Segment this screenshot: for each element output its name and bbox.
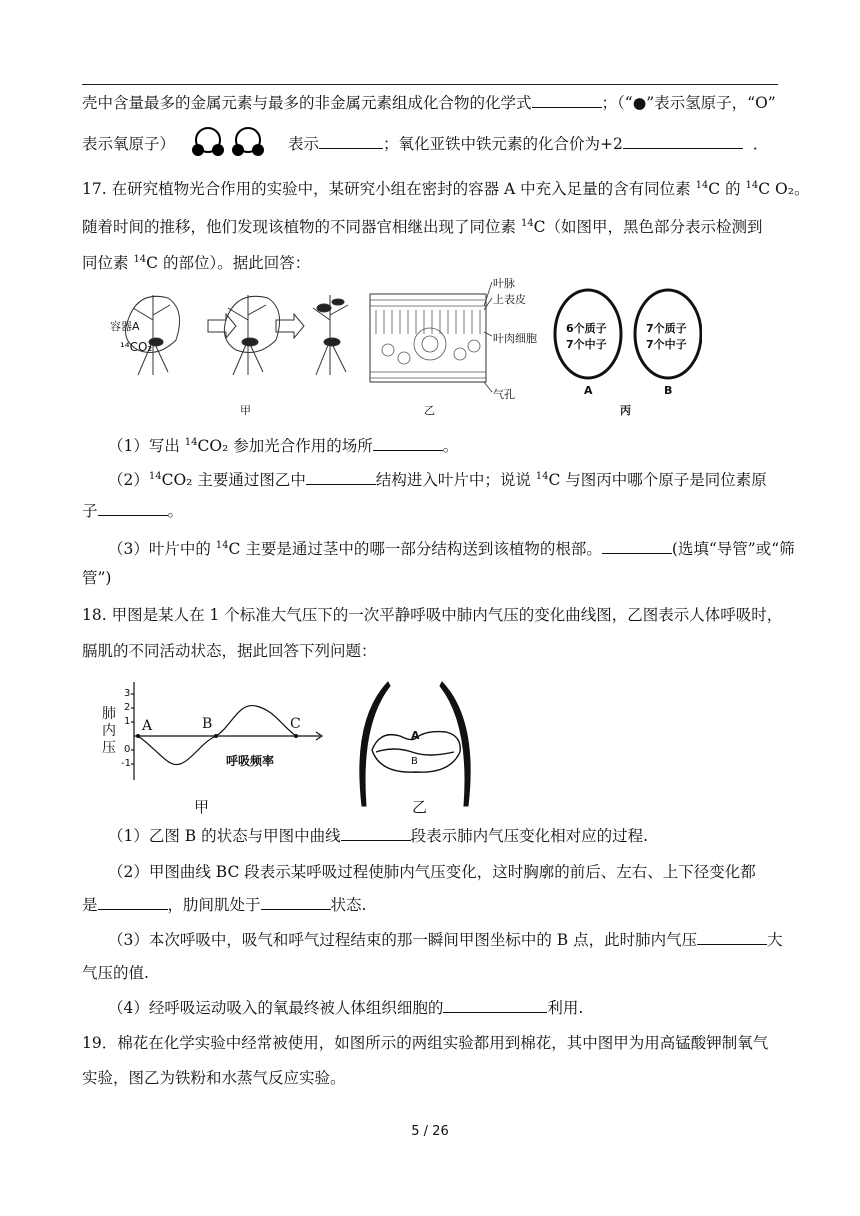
answer-blank[interactable] — [697, 930, 767, 945]
text: 管”) — [82, 569, 112, 587]
container-label: 容器A — [110, 320, 140, 333]
y-axis-label: 肺 内 压 — [102, 706, 116, 756]
atom-a-neutrons: 7个中子 — [566, 338, 607, 351]
text-line — [288, 134, 768, 154]
text: 17. 在研究植物光合作用的实验中，某研究小组在密封的容器 A 中充入足量的含有同位素 — [82, 180, 696, 199]
text: 壳中含量最多的金属元素与最多的非金属元素组成化合物的化学式 — [82, 94, 532, 112]
answer-blank[interactable] — [98, 501, 168, 516]
diaphragm-label: B — [411, 756, 418, 767]
y-tick: 2 — [124, 702, 131, 713]
sup: 14 — [133, 254, 147, 265]
y-tick: -1 — [121, 758, 131, 769]
atom-a-protons: 6个质子 — [566, 322, 607, 335]
text: （2）甲图曲线 BC 段表示某呼吸过程使肺内气压变化，这时胸廓的前后、左右、上下径变化都 — [108, 863, 756, 881]
sup: 14 — [520, 218, 534, 229]
question-18 — [82, 605, 782, 625]
text: (选填“导管”或“筛 — [671, 540, 795, 559]
text: （1）乙图 B 的状态与甲图中曲线 — [108, 827, 341, 845]
text: 利用. — [547, 999, 584, 1017]
text: ；氧化亚铁中铁元素的化合价为+2 — [383, 135, 623, 153]
answer-blank[interactable] — [602, 539, 672, 554]
y-tick: 0 — [124, 744, 131, 755]
text-line — [82, 568, 111, 588]
leaf-label: 上表皮 — [493, 293, 526, 306]
text: 结构进入叶片中；说说 — [375, 471, 536, 490]
text: 表示氧原子） — [82, 135, 176, 153]
question-19 — [82, 1033, 768, 1053]
text: （2） — [108, 471, 149, 490]
figure-caption: 乙 — [412, 798, 428, 816]
text-line — [82, 963, 149, 983]
sup: 14 — [148, 471, 162, 482]
answer-blank[interactable] — [341, 826, 411, 841]
atom-b-label: B — [664, 384, 673, 397]
question-17-2 — [108, 467, 767, 490]
text: C 的部位）。据此回答： — [146, 254, 311, 273]
text: C O₂。 — [758, 180, 810, 199]
text: （1）写出 — [108, 437, 185, 456]
atom-b-neutrons: 7个中子 — [646, 338, 687, 351]
sup: 14 — [215, 540, 229, 551]
question-17-3 — [108, 536, 795, 559]
point-label: A — [142, 718, 153, 734]
question-18-3 — [108, 930, 783, 950]
leaf-label: 气孔 — [493, 388, 515, 401]
answer-blank[interactable] — [443, 998, 547, 1013]
text: 表示 — [288, 135, 320, 153]
figure-caption: 乙 — [424, 404, 435, 417]
text: ，肋间肌处于 — [167, 896, 261, 914]
x-axis-label: 呼吸频率 — [226, 754, 275, 768]
y-tick: 1 — [124, 716, 131, 727]
text-line — [82, 501, 183, 521]
text: C 与图丙中哪个原子是同位素原 — [548, 471, 767, 490]
question-18-1 — [108, 826, 648, 846]
co2-label: ¹⁴CO₂ — [120, 340, 153, 354]
text-line — [82, 250, 310, 273]
sup: 14 — [695, 180, 709, 191]
text: 。 — [167, 502, 184, 520]
answer-blank[interactable] — [532, 93, 602, 108]
text: ；（“●”表示氢原子，“O” — [601, 94, 776, 112]
text-line — [82, 93, 776, 113]
leaf-cross-section-icon — [368, 288, 488, 388]
leaf-label: 叶肉细胞 — [493, 332, 537, 345]
question-18-4 — [108, 998, 583, 1018]
text: （3）叶片中的 — [108, 540, 216, 559]
atom-a-label: A — [584, 384, 593, 397]
text: 实验，图乙为铁粉和水蒸气反应实验。 — [82, 1069, 346, 1087]
text: 19．棉花在化学实验中经常被使用，如图所示的两组实验都用到棉花，其中图甲为用高锰酸钾制氧气 — [82, 1034, 769, 1052]
text: C 主要是通过茎中的哪一部分结构送到该植物的根部。 — [228, 540, 602, 559]
sup: 14 — [745, 180, 759, 191]
text-line — [82, 895, 366, 915]
answer-blank[interactable] — [306, 470, 376, 485]
point-label: C — [290, 716, 301, 732]
water-molecule-icon — [184, 126, 272, 160]
text: 大 — [767, 931, 783, 949]
text: 气压的值. — [82, 964, 149, 982]
figure-caption: 甲 — [240, 404, 251, 417]
text: （4）经呼吸运动吸入的氧最终被人体组织细胞的 — [108, 999, 444, 1017]
text: CO₂ 主要通过图乙中 — [161, 471, 306, 490]
text-line — [82, 1068, 346, 1088]
pressure-curve-chart — [98, 680, 328, 790]
answer-blank[interactable] — [98, 895, 168, 910]
figure-caption: 丙 — [620, 404, 631, 417]
text: CO₂ 参加光合作用的场所 — [197, 437, 373, 456]
diaphragm-diagram-icon — [350, 680, 480, 808]
answer-blank[interactable] — [373, 436, 443, 451]
answer-blank[interactable] — [319, 134, 383, 149]
text: 是 — [82, 896, 98, 914]
header-rule — [82, 84, 778, 85]
figure-caption: 甲 — [194, 798, 210, 816]
text: C 的 — [708, 180, 746, 199]
text: 段表示肺内气压变化相对应的过程. — [410, 827, 649, 845]
text: 状态. — [330, 896, 367, 914]
answer-blank[interactable] — [623, 134, 743, 149]
answer-blank[interactable] — [261, 895, 331, 910]
question-17-1 — [108, 433, 458, 456]
point-label: B — [202, 716, 213, 732]
text: 随着时间的推移，他们发现该植物的不同器官相继出现了同位素 — [82, 218, 521, 237]
text: 膈肌的不同活动状态，据此回答下列问题： — [82, 642, 377, 660]
text: 。 — [442, 437, 459, 456]
text: 同位素 — [82, 254, 134, 273]
diaphragm-label: A — [411, 729, 420, 742]
text: C（如图甲，黑色部分表示检测到 — [533, 218, 763, 237]
plant-sequence-icon — [108, 280, 358, 390]
text: 18. 甲图是某人在 1 个标准大气压下的一次平静呼吸中肺内气压的变化曲线图，乙图表示人体呼吸时， — [82, 606, 783, 624]
sup: 14 — [184, 437, 198, 448]
text-line — [82, 214, 763, 237]
text-line — [82, 641, 377, 661]
page-number: 5 / 26 — [411, 1124, 449, 1139]
leaf-label: 叶脉 — [493, 277, 515, 290]
text: 子 — [82, 502, 98, 520]
y-tick: 3 — [124, 688, 131, 699]
text-line — [82, 134, 175, 154]
text: ． — [752, 135, 769, 153]
text: （3）本次呼吸中，吸气和呼气过程结束的那一瞬间甲图坐标中的 B 点，此时肺内气压 — [108, 931, 698, 949]
question-18-2 — [108, 862, 756, 882]
question-17 — [82, 176, 809, 199]
sup: 14 — [535, 471, 549, 482]
atom-b-protons: 7个质子 — [646, 322, 687, 335]
